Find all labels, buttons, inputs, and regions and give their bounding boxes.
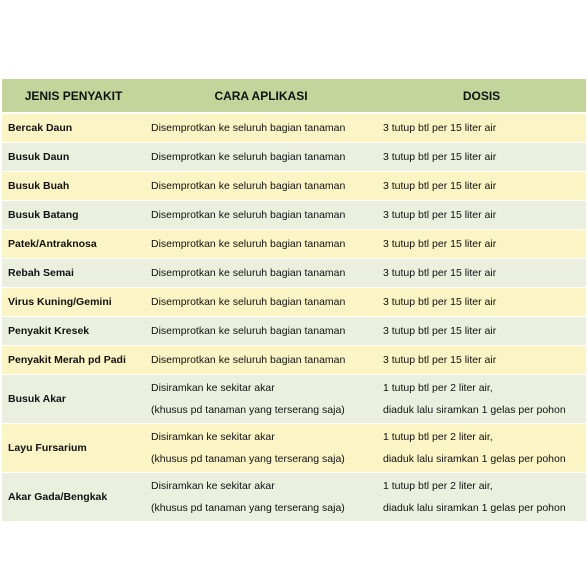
table-row	[2, 346, 586, 375]
dosage: 3 tutup btl per 15 liter air	[377, 288, 586, 317]
dosage: 3 tutup btl per 15 liter air	[377, 201, 586, 230]
table-row	[2, 317, 586, 346]
application-method-line: Disiramkan ke sekitar akar	[151, 382, 275, 394]
dosage-instruction: diaduk lalu siramkan 1 gelas per pohon	[383, 453, 566, 465]
table-row	[2, 259, 586, 288]
disease-name: Penyakit Merah pd Padi	[2, 346, 145, 375]
table-row	[2, 113, 586, 143]
table-row	[2, 201, 586, 230]
application-method	[145, 375, 377, 424]
disease-name: Busuk Akar	[2, 375, 145, 424]
application-method-note: (khusus pd tanaman yang terserang saja)	[151, 502, 345, 514]
dosage	[377, 375, 586, 424]
disease-name: Rebah Semai	[2, 259, 145, 288]
disease-name: Akar Gada/Bengkak	[2, 473, 145, 522]
header-dosis: DOSIS	[377, 79, 586, 113]
table-row	[2, 473, 586, 522]
table-row	[2, 424, 586, 473]
application-method: Disemprotkan ke seluruh bagian tanaman	[145, 230, 377, 259]
disease-name: Penyakit Kresek	[2, 317, 145, 346]
table-row	[2, 375, 586, 424]
table-row	[2, 230, 586, 259]
disease-name: Busuk Batang	[2, 201, 145, 230]
disease-name: Busuk Buah	[2, 172, 145, 201]
table-row	[2, 143, 586, 172]
table-body	[2, 113, 586, 522]
header-row	[2, 79, 586, 113]
dosage: 3 tutup btl per 15 liter air	[377, 259, 586, 288]
application-method: Disemprotkan ke seluruh bagian tanaman	[145, 113, 377, 143]
dosage: 3 tutup btl per 15 liter air	[377, 346, 586, 375]
application-method: Disemprotkan ke seluruh bagian tanaman	[145, 317, 377, 346]
dosage: 3 tutup btl per 15 liter air	[377, 143, 586, 172]
application-method: Disemprotkan ke seluruh bagian tanaman	[145, 259, 377, 288]
application-method	[145, 473, 377, 522]
application-method-line: Disiramkan ke sekitar akar	[151, 431, 275, 443]
application-method: Disemprotkan ke seluruh bagian tanaman	[145, 201, 377, 230]
dosage-instruction: diaduk lalu siramkan 1 gelas per pohon	[383, 404, 566, 416]
dosage-line: 1 tutup btl per 2 liter air,	[383, 480, 493, 492]
table-header	[2, 79, 586, 113]
dosage: 3 tutup btl per 15 liter air	[377, 172, 586, 201]
disease-dosage-table	[2, 79, 586, 522]
header-cara-aplikasi: CARA APLIKASI	[145, 79, 377, 113]
disease-name: Patek/Antraknosa	[2, 230, 145, 259]
dosage: 3 tutup btl per 15 liter air	[377, 113, 586, 143]
application-method: Disemprotkan ke seluruh bagian tanaman	[145, 288, 377, 317]
dosage: 3 tutup btl per 15 liter air	[377, 230, 586, 259]
application-method: Disemprotkan ke seluruh bagian tanaman	[145, 143, 377, 172]
application-method-note: (khusus pd tanaman yang terserang saja)	[151, 404, 345, 416]
application-method-note: (khusus pd tanaman yang terserang saja)	[151, 453, 345, 465]
dosage-instruction: diaduk lalu siramkan 1 gelas per pohon	[383, 502, 566, 514]
table-row	[2, 172, 586, 201]
dosage	[377, 424, 586, 473]
disease-table-container	[2, 79, 586, 522]
disease-name: Virus Kuning/Gemini	[2, 288, 145, 317]
disease-name: Bercak Daun	[2, 113, 145, 143]
application-method: Disemprotkan ke seluruh bagian tanaman	[145, 172, 377, 201]
table-row	[2, 288, 586, 317]
application-method	[145, 424, 377, 473]
disease-name: Layu Fursarium	[2, 424, 145, 473]
application-method: Disemprotkan ke seluruh bagian tanaman	[145, 346, 377, 375]
application-method-line: Disiramkan ke sekitar akar	[151, 480, 275, 492]
dosage	[377, 473, 586, 522]
disease-name: Busuk Daun	[2, 143, 145, 172]
dosage-line: 1 tutup btl per 2 liter air,	[383, 431, 493, 443]
dosage-line: 1 tutup btl per 2 liter air,	[383, 382, 493, 394]
dosage: 3 tutup btl per 15 liter air	[377, 317, 586, 346]
header-jenis-penyakit: JENIS PENYAKIT	[2, 79, 145, 113]
